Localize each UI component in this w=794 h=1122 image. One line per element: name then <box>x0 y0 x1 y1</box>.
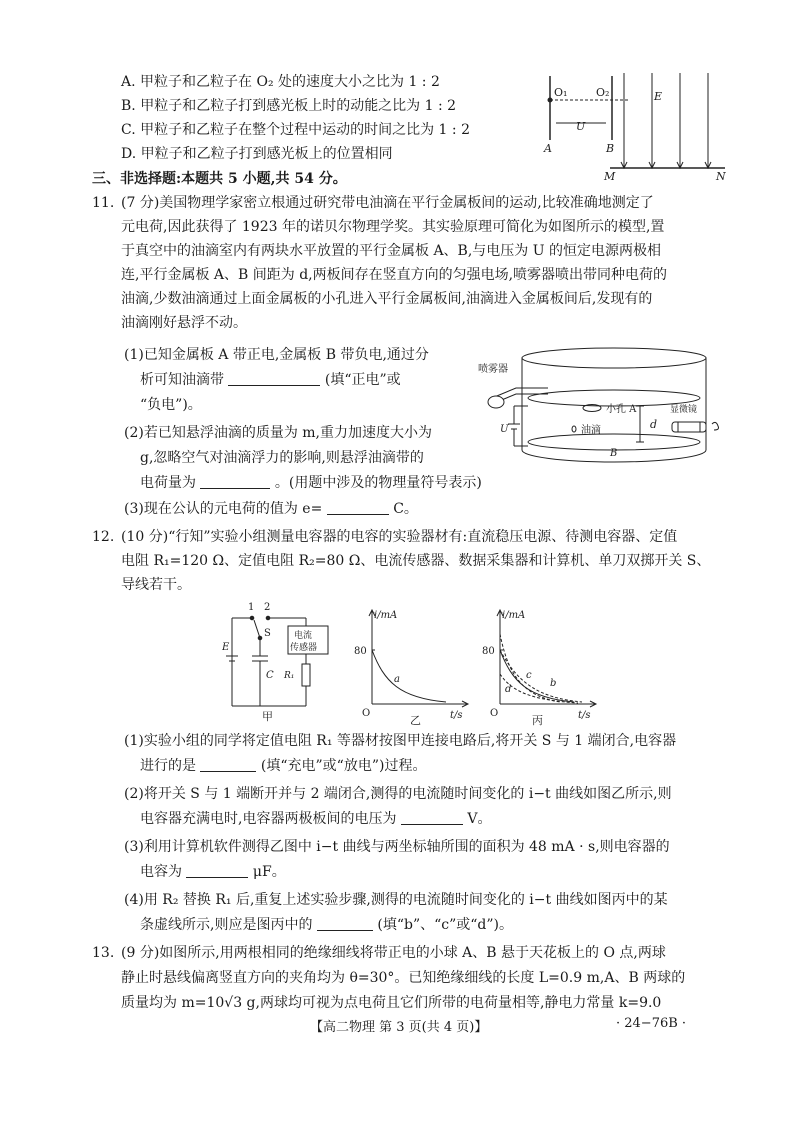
q11-part1-hint: (填“正电”或 <box>324 372 401 388</box>
axis-label-y-bing: i/mA <box>502 610 526 621</box>
q12-part4-line2 <box>140 915 513 935</box>
q11-intro-1: (7 分)美国物理学家密立根通过研究带电油滴在平行金属板间的运动,比较准确地测定了 <box>121 195 654 211</box>
q11-part2-line3 <box>140 473 482 493</box>
caption-bing: 丙 <box>532 714 543 726</box>
label-plate-b: B <box>610 448 618 459</box>
option-c: C. 甲粒子和乙粒子在整个过程中运动的时间之比为 1 : 2 <box>121 122 470 138</box>
label-terminal-2: 2 <box>264 602 271 613</box>
q12-part4-hint: (填“b”、“c”或“d”)。 <box>377 917 513 933</box>
millikan-figure <box>478 346 748 476</box>
q13-number: 13. <box>92 945 115 961</box>
graph-figure-bing <box>478 604 602 726</box>
label-terminal-1: 1 <box>248 602 255 613</box>
q12-part2-line1: (2)将开关 S 与 1 端断开并与 2 端闭合,测得的电流随时间变化的 i−t 曲线如图乙所示,则 <box>124 786 672 802</box>
curve-d-label: d <box>505 684 512 695</box>
label-hole: 小孔 A <box>606 404 637 415</box>
q12-intro-1: (10 分)“行知”实验小组测量电容器的电容的实验器材有:直流稳压电源、待测电容器、定值 <box>121 529 678 545</box>
curve-a-label: a <box>394 674 400 685</box>
q11-part2-line1: (2)若已知悬浮油滴的质量为 m,重力加速度大小为 <box>124 425 433 441</box>
q12-part4-text: 条虚线所示,则应是图丙中的 <box>140 917 313 933</box>
graph-figure-yi <box>350 604 474 726</box>
label-r1: R₁ <box>284 671 295 681</box>
q11-part1-line1: (1)已知金属板 A 带正电,金属板 B 带负电,通过分 <box>124 347 429 363</box>
curve-c-label: c <box>526 670 532 681</box>
q12-part1-text: 进行的是 <box>140 758 196 774</box>
option-a: A. 甲粒子和乙粒子在 O₂ 处的速度大小之比为 1 : 2 <box>121 74 440 90</box>
label-source: E <box>222 642 230 653</box>
axis-label-x: t/s <box>450 710 463 721</box>
q12-part2-unit: V。 <box>467 811 492 827</box>
label-e: E <box>654 90 663 103</box>
option-d: D. 甲粒子和乙粒子打到感光板上的位置相同 <box>121 146 393 162</box>
q12-part2-text: 电容器充满电时,电容器两极板间的电压为 <box>140 811 397 827</box>
q13-line-1: (9 分)如图所示,用两根相同的绝缘细线将带正电的小球 A、B 悬于天花板上的 O 点,两球 <box>121 945 666 961</box>
option-b: B. 甲粒子和乙粒子打到感光板上时的动能之比为 1 : 2 <box>121 98 457 114</box>
axis-label-y: i/mA <box>374 610 398 621</box>
origin: O <box>362 708 371 719</box>
label-n: N <box>716 170 726 183</box>
label-o1: O₁ <box>554 86 568 99</box>
label-sensor-1: 电流 <box>294 631 313 641</box>
footer-code: · 24−76B · <box>616 1016 687 1031</box>
q11-part1-line2 <box>140 370 401 390</box>
q12-intro-2: 电阻 R₁=120 Ω、定值电阻 R₂=80 Ω、电流传感器、数据采集器和计算机、单刀双掷开关 S、 <box>121 553 711 569</box>
q12-intro-3: 导线若干。 <box>121 577 191 593</box>
label-sprayer: 喷雾器 <box>478 364 508 375</box>
tick-80-bing: 80 <box>482 646 495 657</box>
q12-part1-line1: (1)实验小组的同学将定值电阻 R₁ 等器材按图甲连接电路后,将开关 S 与 1 端闭合,电容器 <box>124 733 677 749</box>
label-sensor-2: 传感器 <box>290 643 318 653</box>
q12-part2-line2 <box>140 809 491 829</box>
axis-label-x-bing: t/s <box>578 710 591 721</box>
caption-yi: 乙 <box>410 714 421 726</box>
q12-answer-1[interactable] <box>200 757 256 772</box>
q12-part3-line1: (3)利用计算机软件测得乙图中 i−t 曲线与两坐标轴所围的面积为 48 mA · s,则电容器的 <box>124 839 670 855</box>
q11-number: 11. <box>92 195 115 211</box>
q13-line-2: 静止时悬线偏离竖直方向的夹角均为 θ=30°。已知绝缘细线的长度 L=0.9 m,A、B 两球的 <box>121 970 686 986</box>
q11-part1-text: 析可知油滴带 <box>140 372 224 388</box>
q11-answer-2[interactable] <box>200 474 270 489</box>
caption-jia: 甲 <box>262 710 273 722</box>
circuit-figure-jia <box>222 598 342 722</box>
label-capacitor: C <box>266 670 274 681</box>
q12-part1-hint: (填“充电”或“放电”)过程。 <box>260 758 427 774</box>
q12-answer-2[interactable] <box>401 810 463 825</box>
q11-part2-hint: 。(用题中涉及的物理量符号表示) <box>274 475 482 491</box>
q12-part3-line2 <box>140 862 286 882</box>
q11-intro-6: 油滴刚好悬浮不动。 <box>121 315 247 331</box>
q11-part3-unit: C。 <box>393 501 418 517</box>
q11-answer-1[interactable] <box>228 371 320 386</box>
label-b: B <box>606 142 615 155</box>
label-switch: S <box>264 628 271 639</box>
q11-answer-3[interactable] <box>327 500 389 515</box>
label-o2: O₂ <box>596 86 610 99</box>
q12-part1-line2 <box>140 756 426 776</box>
label-drop: 油滴 <box>581 425 601 436</box>
q11-part2-line2: g,忽略空气对油滴浮力的影响,则悬浮油滴带的 <box>140 450 424 466</box>
footer-page-info: 【高二物理 第 3 页(共 4 页)】 <box>310 1020 488 1035</box>
q12-part3-unit: μF。 <box>252 864 286 880</box>
q11-part2-text: 电荷量为 <box>140 475 196 491</box>
label-voltage: U <box>500 424 509 435</box>
q12-answer-4[interactable] <box>317 916 373 931</box>
label-u: U <box>576 120 586 133</box>
q11-part3 <box>124 499 418 519</box>
q11-intro-5: 油滴,少数油滴通过上面金属板的小孔进入平行金属板间,油滴进入金属板间后,发现有的 <box>121 291 653 307</box>
section-heading: 三、非选择题:本题共 5 小题,共 54 分。 <box>92 171 347 187</box>
q12-part4-line1: (4)用 R₂ 替换 R₁ 后,重复上述实验步骤,测得的电流随时间变化的 i−t 曲线如图丙中的某 <box>124 892 668 908</box>
q10-figure <box>540 68 740 184</box>
q11-intro-4: 连,平行金属板 A、B 间距为 d,两板间存在竖直方向的匀强电场,喷雾器喷出带同种电荷的 <box>121 267 668 283</box>
label-distance: d <box>650 418 658 431</box>
label-microscope: 显微镜 <box>670 405 698 415</box>
label-a: A <box>544 142 552 155</box>
tick-80: 80 <box>354 646 367 657</box>
q13-line-3: 质量均为 m=10√3 g,两球均可视为点电荷且它们所带的电荷量相等,静电力常量 k=9.0 <box>121 995 662 1011</box>
q11-part1-line3: “负电”)。 <box>140 397 202 413</box>
q11-intro-3: 于真空中的油滴室内有两块水平放置的平行金属板 A、B,与电压为 U 的恒定电源两极相 <box>121 243 661 259</box>
q11-intro-2: 元电荷,因此获得了 1923 年的诺贝尔物理学奖。其实验原理可简化为如图所示的模型,置 <box>121 219 665 235</box>
q12-number: 12. <box>92 529 115 545</box>
q12-part3-text: 电容为 <box>140 864 182 880</box>
curve-b-label: b <box>550 678 557 689</box>
origin-bing: O <box>490 708 499 719</box>
q11-part3-text: (3)现在公认的元电荷的值为 e= <box>124 501 323 517</box>
label-m: M <box>604 170 616 183</box>
q12-answer-3[interactable] <box>186 863 248 878</box>
